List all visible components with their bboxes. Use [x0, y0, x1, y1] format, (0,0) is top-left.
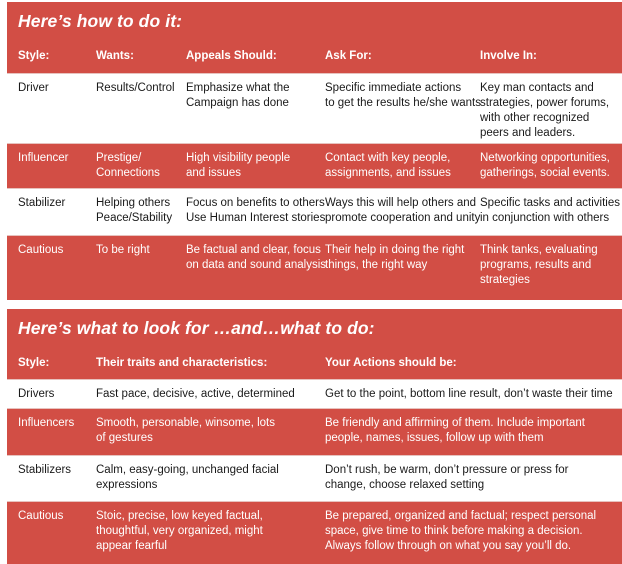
cell-line: programs, results and [480, 259, 592, 271]
cell-line: things, the right way [325, 259, 428, 271]
cell-line: of gestures [96, 432, 153, 444]
actions-cell [325, 387, 613, 402]
header-traits: Their traits and characteristics: [96, 357, 268, 369]
table-header-row [7, 347, 622, 379]
cell-line: Specific immediate actions [325, 82, 462, 94]
actions-cell [325, 509, 596, 554]
header-appeals: Appeals Should: [186, 50, 277, 62]
ask-cell [325, 243, 464, 273]
style-cell: Driver [18, 82, 49, 94]
cell-line: Don’t rush, be warm, don’t pressure or press for [325, 464, 569, 476]
traits-cell [96, 416, 275, 446]
appeals-cell [186, 243, 326, 273]
table-row [7, 379, 622, 408]
cell-line: Be factual and clear, focus [186, 244, 321, 256]
style-cell: Cautious [18, 244, 64, 256]
cell-line: peers and leaders. [480, 127, 576, 139]
header-ask-for: Ask For: [325, 50, 372, 62]
actions-cell [325, 463, 569, 493]
wants-cell [96, 81, 175, 96]
appeals-cell [186, 151, 290, 181]
style-cell: Stabilizers [18, 464, 72, 476]
wants-cell [96, 151, 160, 181]
involve-cell [480, 243, 598, 288]
table-row [7, 455, 622, 501]
header-style: Style: [18, 357, 50, 369]
cell-line: Get to the point, bottom line result, don’t waste their time [325, 388, 613, 400]
cell-line: gatherings, social events. [480, 167, 610, 179]
involve-cell [480, 196, 620, 226]
cell-line: Campaign has done [186, 97, 289, 109]
cell-line: promote cooperation and unity [325, 212, 481, 224]
involve-cell [480, 81, 609, 141]
traits-cell [96, 463, 279, 493]
involve-cell [480, 151, 610, 181]
cell-line: Prestige/ [96, 152, 142, 164]
ask-cell [325, 151, 451, 181]
cell-line: Stoic, precise, low keyed factual, [96, 510, 263, 522]
table-row [7, 235, 622, 300]
cell-line: space, give time to think before making a decision. [325, 525, 583, 537]
header-actions: Your Actions should be: [325, 357, 457, 369]
cell-line: thoughtful, very organized, might [96, 525, 263, 537]
cell-line: change, choose relaxed setting [325, 479, 485, 491]
cell-line: Be friendly and affirming of them. Include important [325, 417, 585, 429]
traits-cell [96, 509, 263, 554]
cell-line: Key man contacts and [480, 82, 594, 94]
cell-line: Think tanks, evaluating [480, 244, 598, 256]
cell-line: to get the results he/she wants [325, 97, 481, 109]
how-to-do-it-table [7, 2, 622, 300]
header-wants: Wants: [96, 50, 134, 62]
cell-line: Peace/Stability [96, 212, 173, 224]
cell-line: Ways this will help others and [325, 197, 477, 209]
cell-line: Contact with key people, [325, 152, 451, 164]
header-style: Style: [18, 50, 50, 62]
cell-line: Networking opportunities, [480, 152, 610, 164]
style-cell: Stabilizer [18, 197, 66, 209]
cell-line: Results/Control [96, 82, 175, 94]
cell-line: Always follow through on what you say you’ll do. [325, 540, 572, 552]
cell-line: Helping others [96, 197, 171, 209]
cell-line: Their help in doing the right [325, 244, 465, 256]
ask-cell [325, 81, 481, 111]
table-row [7, 501, 622, 564]
table-row [7, 408, 622, 455]
wants-cell [96, 196, 172, 226]
actions-cell [325, 416, 585, 446]
cell-line: on data and sound analysis [186, 259, 327, 271]
style-cell: Cautious [18, 510, 64, 522]
style-cell: Influencers [18, 417, 75, 429]
cell-line: strategies, power forums, [480, 97, 610, 109]
appeals-cell [186, 196, 325, 226]
cell-line: High visibility people [186, 152, 291, 164]
cell-line: strategies [480, 274, 530, 286]
appeals-cell [186, 81, 290, 111]
table-row [7, 188, 622, 235]
table-header-row [7, 40, 622, 73]
traits-cell [96, 387, 295, 402]
cell-line: and issues [186, 167, 241, 179]
cell-line: To be right [96, 244, 150, 256]
cell-line: Emphasize what the [186, 82, 290, 94]
cell-line: Specific tasks and activities [480, 197, 620, 209]
cell-line: Fast pace, decisive, active, determined [96, 388, 295, 400]
ask-cell [325, 196, 480, 226]
style-cell: Influencer [18, 152, 69, 164]
what-to-look-for-table [7, 309, 622, 564]
table-row [7, 143, 622, 188]
cell-line: Use Human Interest stories [186, 212, 326, 224]
cell-line: people, names, issues, follow up with them [325, 432, 544, 444]
cell-line: assignments, and issues [325, 167, 451, 179]
cell-line: Focus on benefits to others [186, 197, 325, 209]
cell-line: in conjunction with others [480, 212, 610, 224]
cell-line: expressions [96, 479, 158, 491]
style-cell: Drivers [18, 388, 55, 400]
cell-line: Calm, easy-going, unchanged facial [96, 464, 279, 476]
header-involve-in: Involve In: [480, 50, 537, 62]
how-to-do-it-title: Here’s how to do it: [7, 2, 622, 40]
wants-cell [96, 243, 150, 258]
cell-line: Connections [96, 167, 160, 179]
cell-line: appear fearful [96, 540, 167, 552]
cell-line: Be prepared, organized and factual; respect personal [325, 510, 597, 522]
what-to-look-for-title: Here’s what to look for …and…what to do: [7, 309, 622, 347]
cell-line: Smooth, personable, winsome, lots [96, 417, 275, 429]
cell-line: with other recognized [480, 112, 590, 124]
table-row [7, 73, 622, 143]
